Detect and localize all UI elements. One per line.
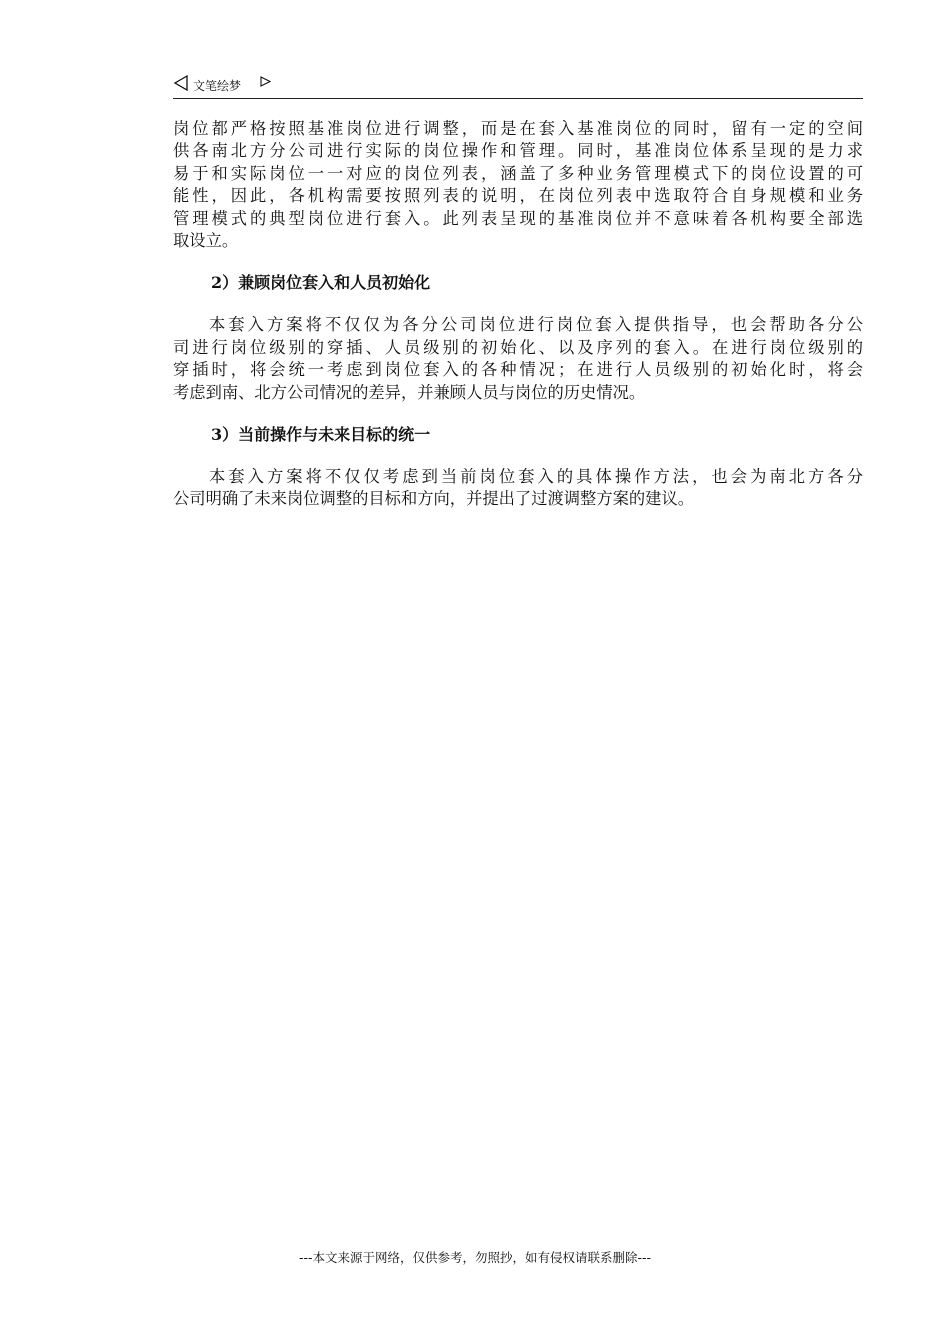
paragraph-line: 取设立。: [173, 230, 239, 250]
document-body: [173, 118, 863, 511]
paragraph-line: 公司明确了未来岗位调整的目标和方向，并提出了过渡调整方案的建议。: [173, 489, 695, 509]
paragraph-line: 管理模式的典型岗位进行套入。此列表呈现的基准岗位并不意味着各机构要全部选: [173, 208, 863, 228]
paragraph-line: 能性，因此，各机构需要按照列表的说明，在岗位列表中选取符合自身规模和业务: [173, 186, 863, 206]
section-heading-2: 2）兼顾岗位套入和人员初始化: [211, 273, 431, 293]
page-footer-disclaimer: ---本文来源于网络，仅供参考，勿照抄，如有侵权请联系删除---: [298, 1250, 652, 1265]
section-heading-3: 3）当前操作与未来目标的统一: [211, 424, 431, 444]
paragraph-3: [173, 466, 863, 511]
header-title: 文笔绘梦: [193, 79, 242, 93]
triangle-left-outline-icon: [173, 75, 189, 91]
paragraph-line: 岗位都严格按照基准岗位进行调整，而是在套入基准岗位的同时，留有一定的空间: [173, 119, 863, 138]
paragraph-line: 司进行岗位级别的穿插、人员级别的初始化、以及序列的套入。在进行岗位级别的: [173, 337, 863, 357]
paragraph-line: 本套入方案将不仅仅为各分公司岗位进行岗位套入提供指导，也会帮助各分公: [209, 315, 863, 335]
triangle-right-outline-icon: [260, 76, 271, 87]
paragraph-line: 易于和实际岗位一一对应的岗位列表，涵盖了多种业务管理模式下的岗位设置的可: [173, 163, 863, 183]
paragraph-line: 供各南北方分公司进行实际的岗位操作和管理。同时，基准岗位体系呈现的是力求: [173, 141, 863, 161]
paragraph-1: [173, 118, 863, 252]
paragraph-line: 本套入方案将不仅仅考虑到当前岗位套入的具体操作方法，也会为南北方各分: [209, 466, 863, 486]
page-header: [173, 72, 863, 99]
paragraph-line: 穿插时，将会统一考虑到岗位套入的各种情况；在进行人员级别的初始化时，将会: [173, 360, 863, 380]
paragraph-2: [173, 314, 863, 404]
paragraph-line: 考虑到南、北方公司情况的差异，并兼顾人员与岗位的历史情况。: [173, 382, 646, 402]
